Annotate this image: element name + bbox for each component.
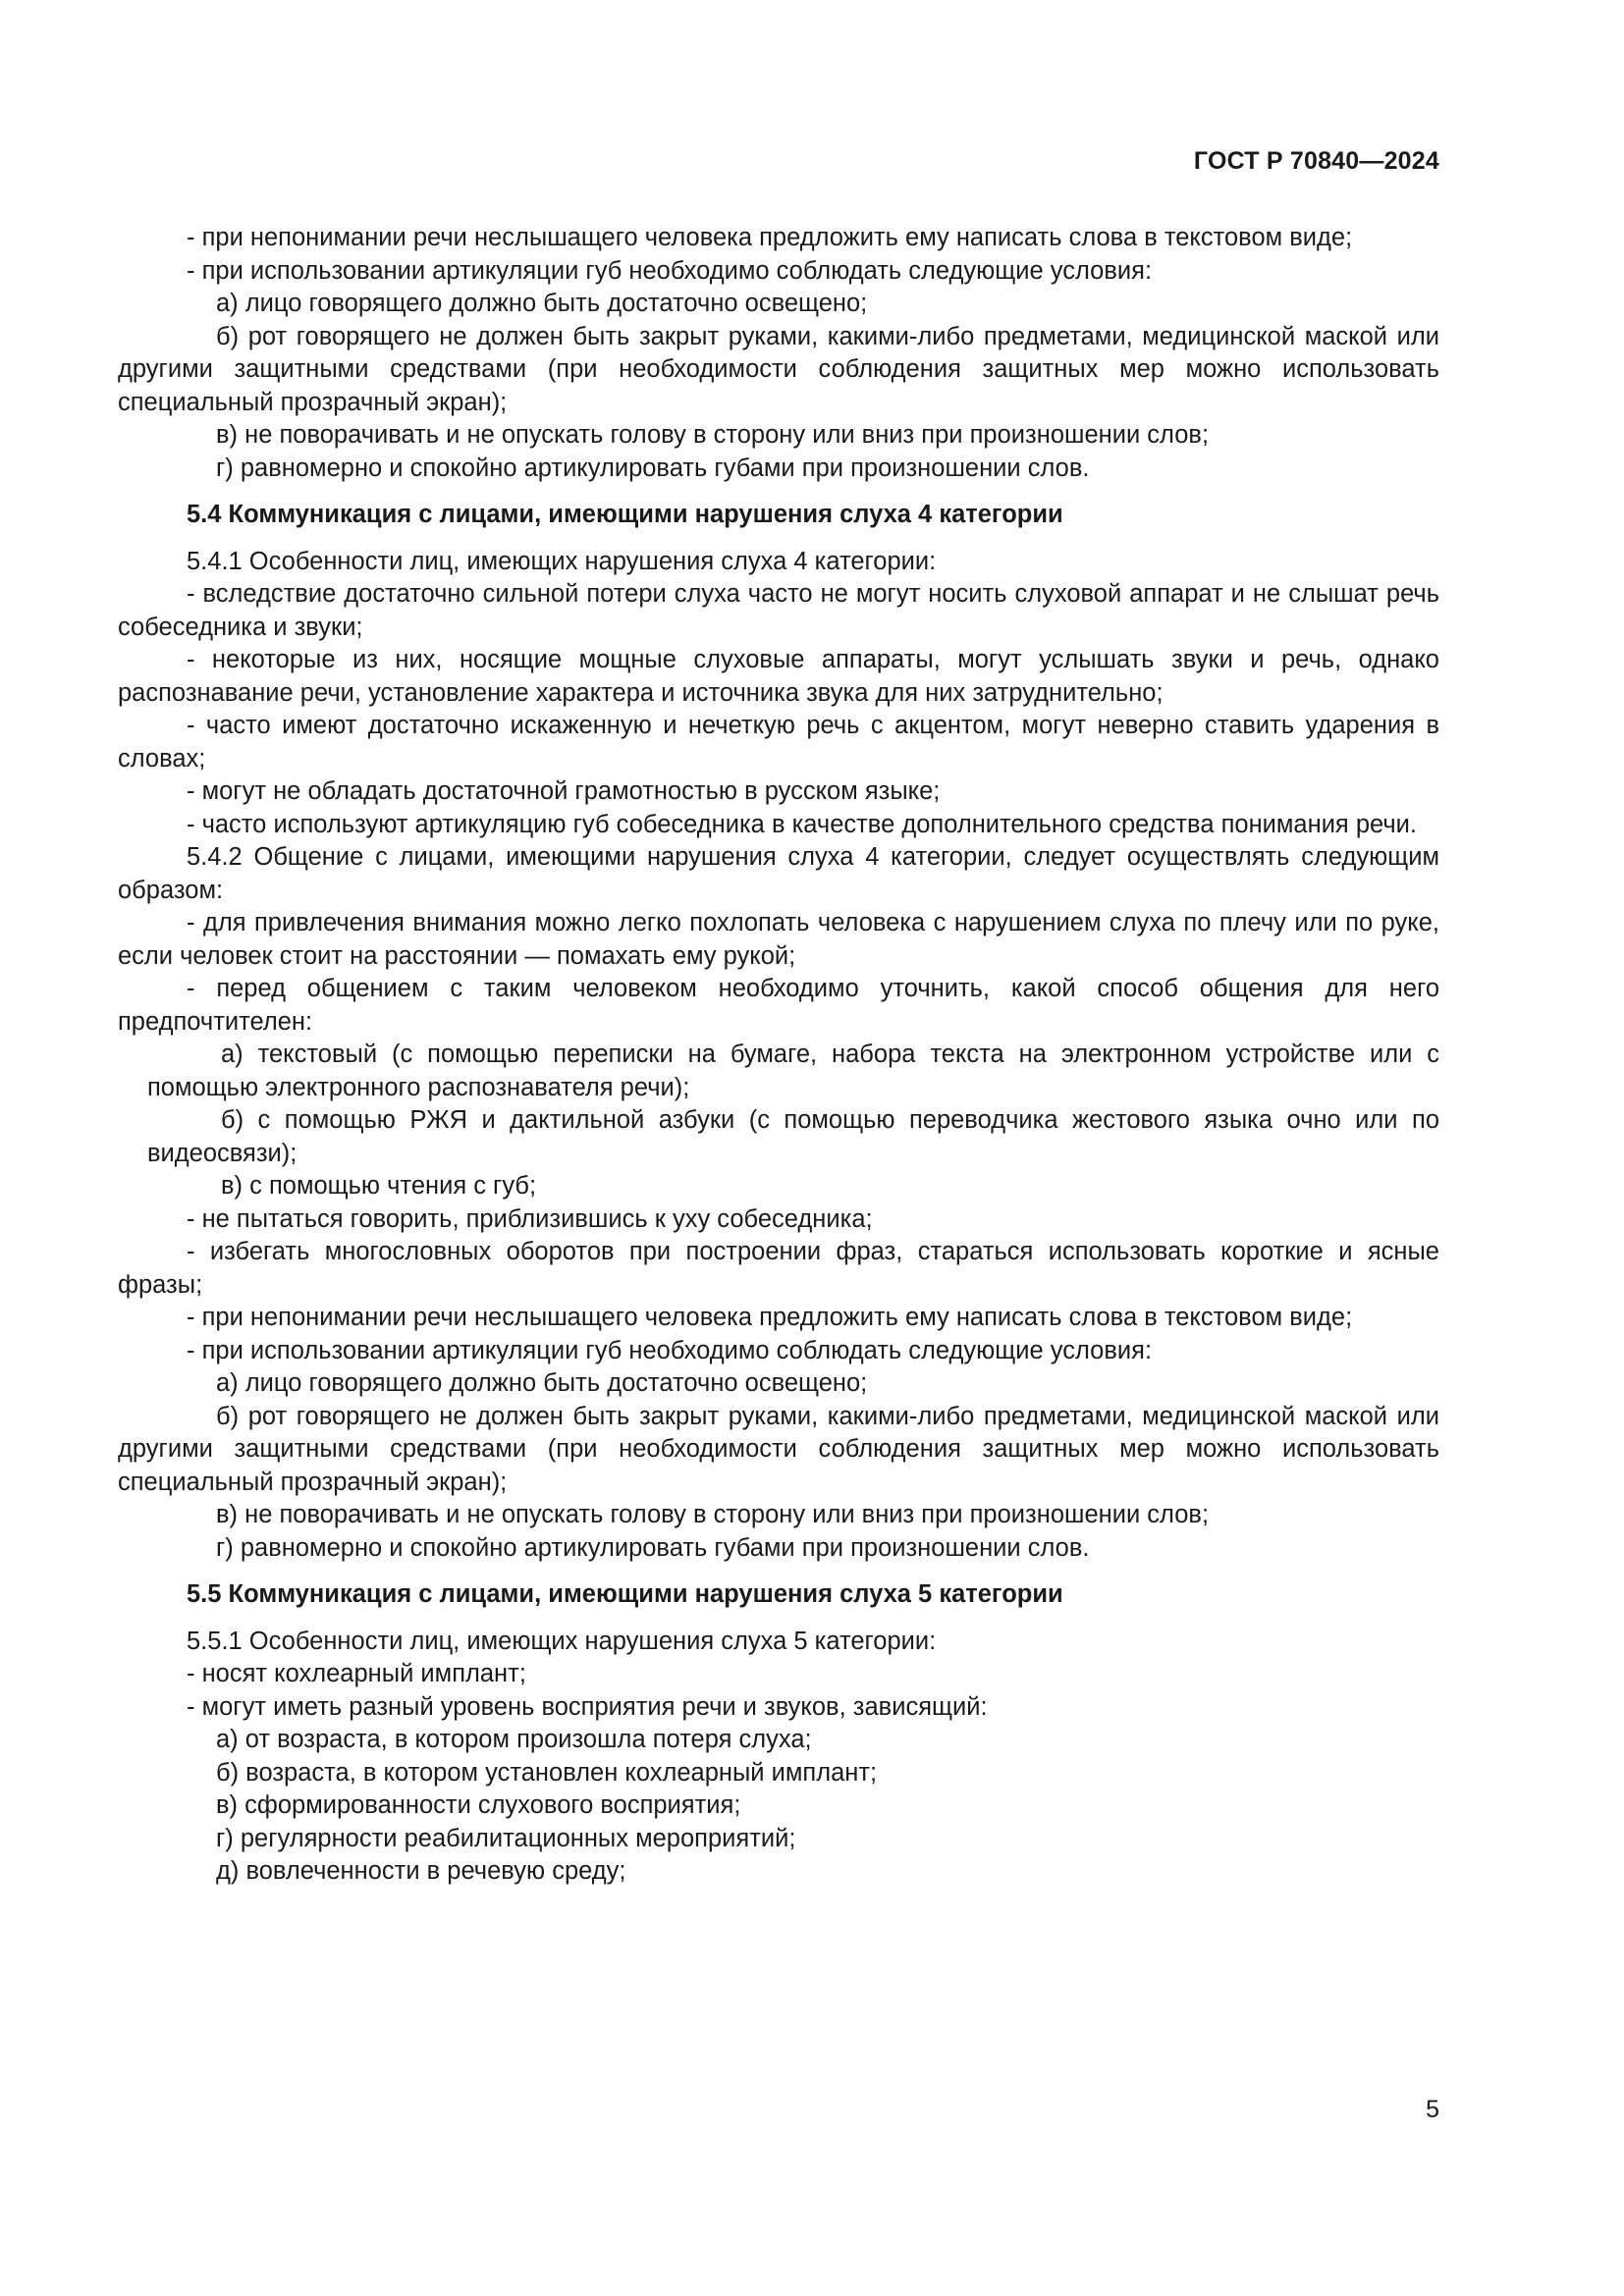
page-number: 5 xyxy=(1426,2096,1439,2123)
list-item: - могут не обладать достаточной грамотностью в русском языке; xyxy=(187,777,941,805)
list-item: д) вовлеченности в речевую среду; xyxy=(216,1857,626,1885)
list-item: г) равномерно и спокойно артикулировать губами при произношении слов. xyxy=(216,454,1090,482)
list-item: а) от возраста, в котором произошла потеря слуха; xyxy=(216,1726,812,1753)
list-item: - избегать многословных оборотов при построении фраз, стараться использовать короткие и ясные фразы; xyxy=(118,1238,1439,1299)
list-item: в) сформированности слухового восприятия; xyxy=(216,1791,741,1819)
list-item: - часто используют артикуляцию губ собеседника в качестве дополнительного средства понимания речи. xyxy=(187,810,1417,838)
list-item: - вследствие достаточно сильной потери слуха часто не могут носить слуховой аппарат и не слышат речь собеседника и звуки; xyxy=(118,580,1439,641)
list-item: - часто имеют достаточно искаженную и нечеткую речь с акцентом, могут неверно ставить ударения в словах; xyxy=(118,712,1439,773)
paragraph: 5.4.2 Общение с лицами, имеющими нарушения слуха 4 категории, следует осуществлять следующим образом: xyxy=(118,843,1439,904)
list-item: - перед общением с таким человеком необходимо уточнить, какой способ общения для него предпочтителен: xyxy=(118,975,1439,1036)
list-item: г) равномерно и спокойно артикулировать губами при произношении слов. xyxy=(216,1533,1090,1562)
list-item: - носят кохлеарный имплант; xyxy=(187,1660,526,1687)
list-item: в) с помощью чтения с губ; xyxy=(221,1172,537,1200)
list-item: в) не поворачивать и не опускать голову в сторону или вниз при произношении слов; xyxy=(216,1501,1210,1528)
paragraph: - при непонимании речи неслышащего человека предложить ему написать слова в текстовом виде; xyxy=(187,224,1353,251)
list-item: г) регулярности реабилитационных мероприятий; xyxy=(216,1824,796,1852)
list-item: а) текстовый (с помощью переписки на бумаге, набора текста на электронном устройстве или с помощью электронного распознавателя речи); xyxy=(147,1041,1439,1101)
list-item: б) возраста, в котором установлен кохлеарный имплант; xyxy=(216,1758,878,1787)
list-item: б) с помощью РЖЯ и дактильной азбуки (с помощью переводчика жестового языка очно или по видеосвязи); xyxy=(147,1106,1439,1167)
list-item: а) лицо говорящего должно быть достаточно освещено; xyxy=(216,290,868,317)
section-heading-5-4: 5.4 Коммуникация с лицами, имеющими нарушения слуха 4 категории xyxy=(187,501,1063,528)
list-item: - для привлечения внимания можно легко похлопать человека с нарушением слуха по плечу или по руке, если человек стоит на расстоянии — помахать ему рукой; xyxy=(118,909,1439,970)
list-item: - не пытаться говорить, приблизившись к уху собеседника; xyxy=(187,1204,873,1233)
list-item: в) не поворачивать и не опускать голову в сторону или вниз при произношении слов; xyxy=(216,421,1210,449)
list-item: б) рот говорящего не должен быть закрыт руками, какими-либо предметами, медицинской маской или другими защитными средствами (при необходимости соблюдения защитных мер можно использовать специальный прозрачный экран); xyxy=(118,1402,1439,1496)
paragraph: 5.4.1 Особенности лиц, имеющих нарушения слуха 4 категории: xyxy=(187,547,937,575)
page-body xyxy=(118,222,1439,1889)
section-heading-5-5: 5.5 Коммуникация с лицами, имеющими нарушения слуха 5 категории xyxy=(187,1580,1063,1608)
document-code: ГОСТ Р 70840—2024 xyxy=(1193,147,1439,175)
list-item: - некоторые из них, носящие мощные слуховые аппараты, могут услышать звуки и речь, однако распознавание речи, установление характера и источника звука для них затруднительно; xyxy=(118,646,1439,707)
list-item: а) лицо говорящего должно быть достаточно освещено; xyxy=(216,1369,868,1397)
list-item: б) рот говорящего не должен быть закрыт руками, какими-либо предметами, медицинской маской или другими защитными средствами (при необходимости соблюдения защитных мер можно использовать специальный прозрачный экран); xyxy=(118,322,1439,416)
paragraph: - при использовании артикуляции губ необходимо соблюдать следующие условия: xyxy=(187,256,1153,285)
paragraph: 5.5.1 Особенности лиц, имеющих нарушения слуха 5 категории: xyxy=(187,1627,937,1655)
list-item: - при использовании артикуляции губ необходимо соблюдать следующие условия: xyxy=(187,1336,1153,1364)
list-item: - могут иметь разный уровень восприятия речи и звуков, зависящий: xyxy=(187,1692,988,1721)
list-item: - при непонимании речи неслышащего человека предложить ему написать слова в текстовом виде; xyxy=(187,1304,1353,1331)
